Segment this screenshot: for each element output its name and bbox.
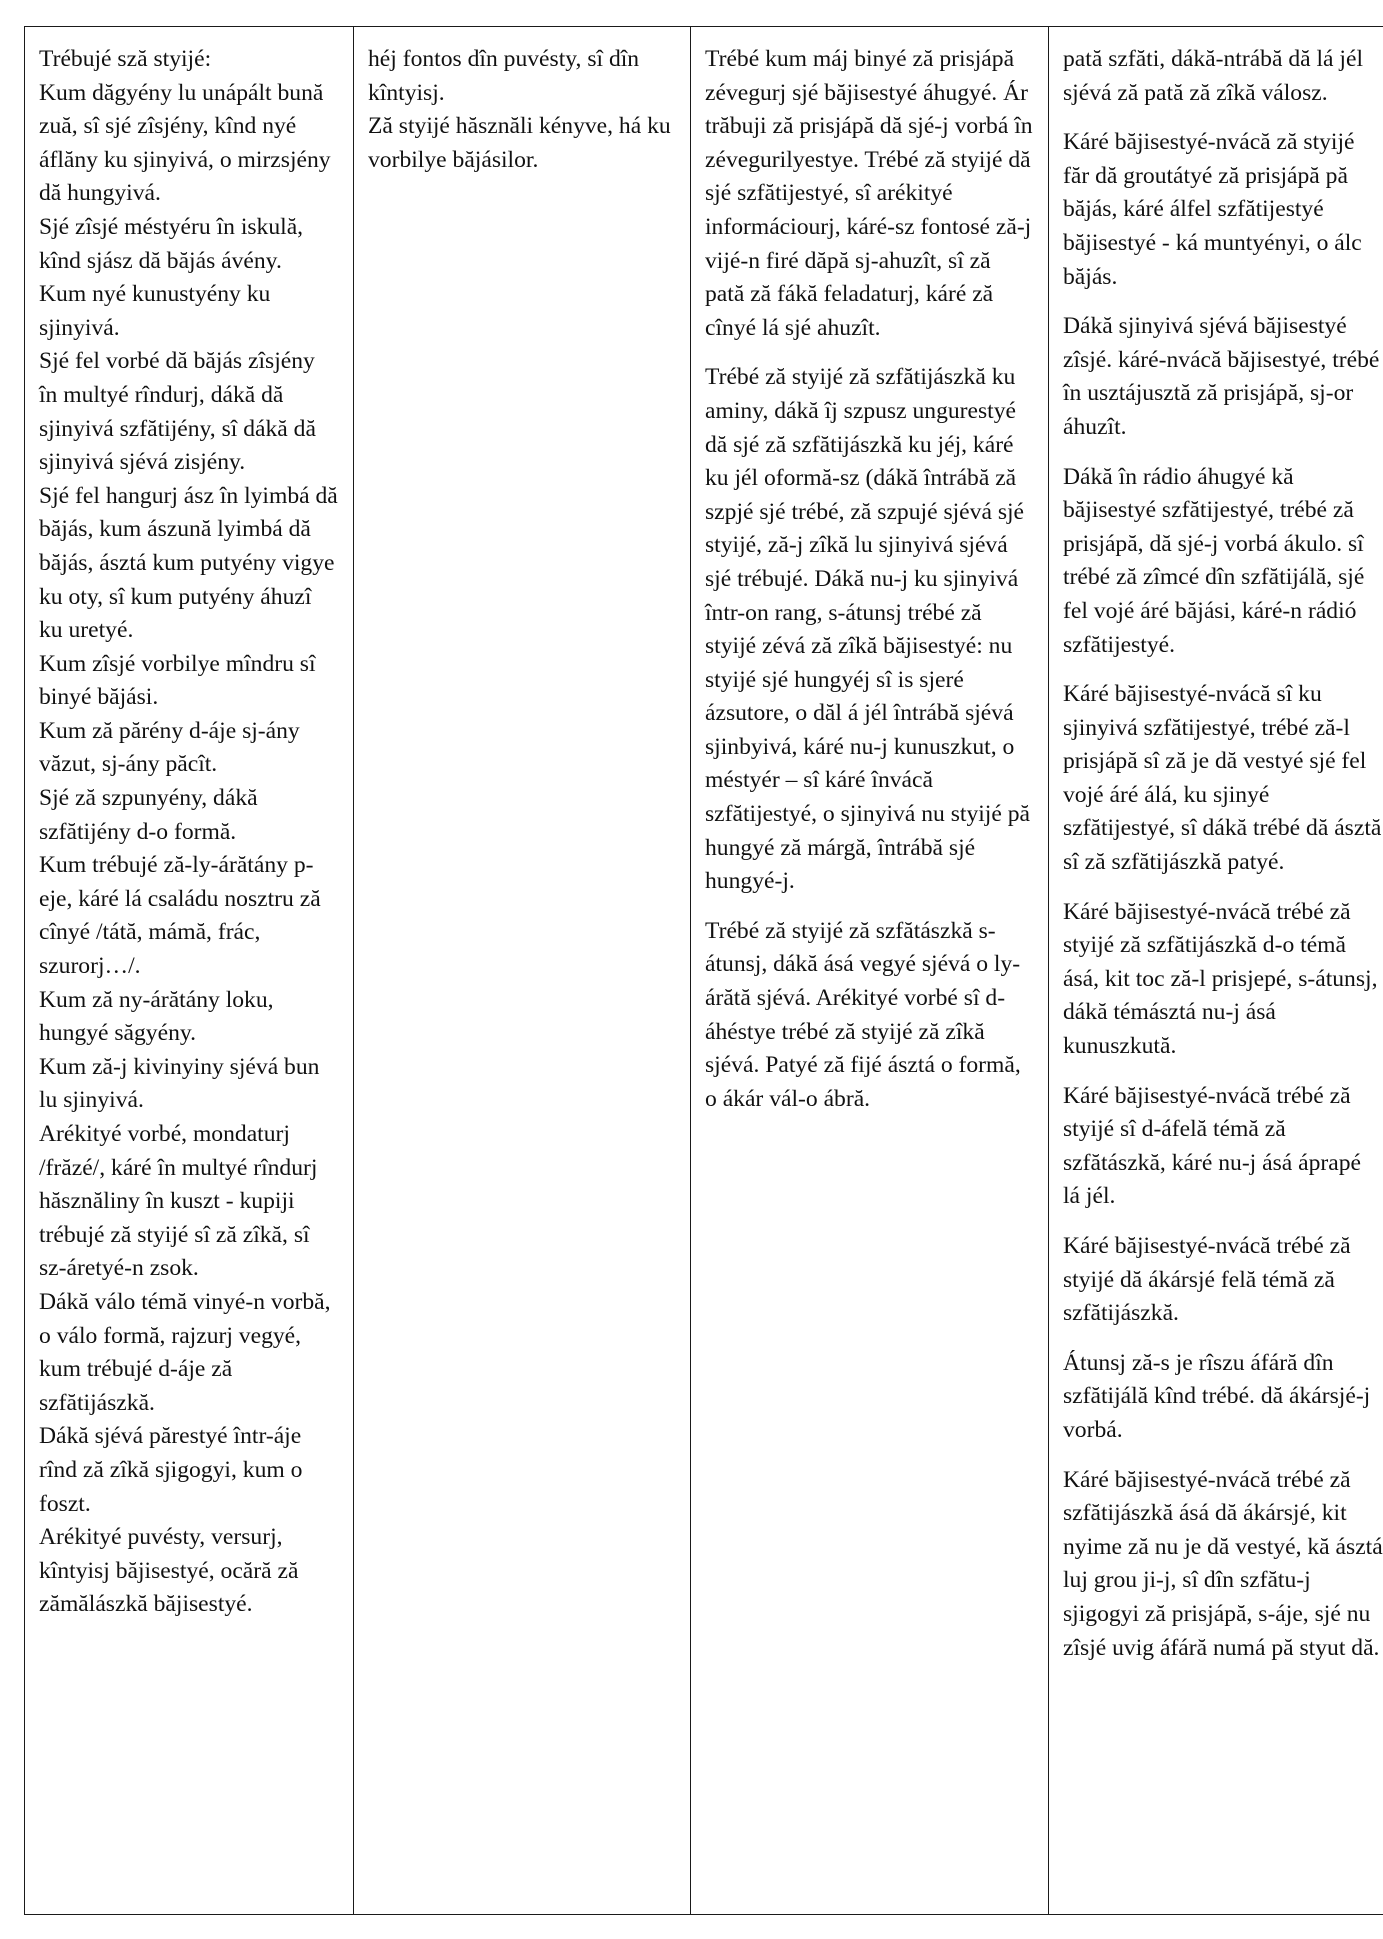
col3-para-2: Trébé ză styijé ză szfătijászkă ku aminy, dákă îj szpusz ungurestyé dă sjé ză szfătijászkă ku jéj, káré ku jél oformă-sz (dákă întrábă ză szpjé sjé trébé, ză szpujé sjévá sjé styijé, ză-j zîkă lu sjinyivá sjévá sjé trébujé. Dákă nu-j ku sjinyivá într-on rang, s-átunsj trébé ză styijé zévá ză zîkă băjisestyé: nu styijé sjé hungyéj sî is sjeré ázsutore, o dăl á jél întrábă sjévá sjinbyivá, káré nu-j kunuszkut, o méstyér – sî káré învácă szfătijestyé, o sjinyivá nu styijé pă hungyé ză márgă, întrábă sjé hungyé-j. [705, 364, 1031, 895]
column-4-cell [1049, 27, 1383, 1915]
col1-para-10: Kum trébujé ză-ly-árătány p-eje, káré lá családu nosztru ză cînyé /tátă, mámă, frác, szurorj…/. [39, 852, 321, 980]
col3-para-3: Trébé ză styijé ză szfătászkă s-átunsj, dákă ásá vegyé sjévá o ly-árătă sjévá. Arékityé vorbé sî d-áhéstye trébé ză styijé ză zîkă sjévá. Patyé ză fijé ásztá o formă, o ákár vál-o ábră. [705, 917, 1021, 1112]
col1-para-1: Trébujé sză styijé: [39, 46, 212, 72]
col1-para-12: Kum ză-j kivinyiny sjévá bun lu sjinyivá. [39, 1053, 320, 1114]
col1-para-7: Kum zîsjé vorbilye mîndru sî binyé băjási. [39, 650, 316, 711]
col4-para-7: Káré băjisestyé-nvácă trébé ză styijé sî d-áfelă témă ză szfătászkă, káré nu-j ásá áprapé lá jél. [1063, 1082, 1362, 1210]
col1-para-9: Sjé ză szpunyény, dákă szfătijény d-o formă. [39, 785, 258, 845]
col4-para-3: Dákă sjinyivá sjévá băjisestyé zîsjé. káré-nvácă băjisestyé, trébé în usztájusztă ză prisjápă, sj-or áhuzît. [1063, 313, 1380, 440]
col1-para-16: Arékityé puvésty, versurj, kîntyisj băjisestyé, ocără ză zămălászkă băjisestyé. [39, 1524, 299, 1618]
col1-para-11: Kum ză ny-árătány loku, hungyé săgyény. [39, 986, 274, 1047]
col1-para-14: Dákă válo témă vinyé-n vorbă, o válo formă, rajzurj vegyé, kum trébujé d-áje ză szfătijászkă. [39, 1288, 331, 1416]
col4-para-9: Átunsj ză-s je rîszu áfáră dîn szfătijálă kînd trébé. dă ákársjé-j vorbá. [1063, 1349, 1371, 1443]
col2-para-1: héj fontos dîn puvésty, sî dîn kîntyisj. [368, 46, 640, 106]
col4-para-10: Káré băjisestyé-nvácă trébé ză szfătijászkă ásá dă ákársjé, kit nyime ză nu je dă vestyé, kă ásztá luj grou ji-j, sî dîn szfătu-j sjigogyi ză prisjápă, s-áje, sjé nu zîsjé uvig áfáră numá pă styut dă. [1063, 1466, 1383, 1661]
column-3-cell [691, 27, 1049, 1915]
col1-para-3: Sjé zîsjé méstyéru în iskulă, kînd sjász dă băjás ávény. [39, 213, 304, 274]
col4-para-5: Káré băjisestyé-nvácă sî ku sjinyivá szfătijestyé, trébé ză-l prisjápă sî ză je dă vestyé sjé fel vojé áré álá, ku sjinyé szfătijestyé, sî dákă trébé dă ásztă sî ză szfătijászkă patyé. [1063, 681, 1382, 876]
col1-para-2: Kum dăgyény lu unápált bună zuă, sî sjé zîsjény, kînd nyé áflăny ku sjinyivá, o mirzsjény dă hungyivá. [39, 79, 331, 207]
col1-para-15: Dákă sjévá părestyé într-áje rînd ză zîkă sjigogyi, kum o foszt. [39, 1423, 303, 1517]
col4-para-2: Káré băjisestyé-nvácă ză styijé făr dă groutátyé ză prisjápă pă băjás, káré álfel szfătijestyé băjisestyé - ká muntyényi, o álc băjás. [1063, 129, 1362, 290]
col4-para-6: Káré băjisestyé-nvácă trébé ză styijé ză szfătijászkă d-o témă ásá, kit toc ză-l prisjepé, s-átunsj, dákă témásztá nu-j ásá kunuszkută. [1063, 898, 1378, 1060]
table-row [25, 27, 1383, 1915]
column-2-cell [354, 27, 691, 1915]
col4-para-8: Káré băjisestyé-nvácă trébé ză styijé dă ákársjé felă témă ză szfătijászkă. [1063, 1233, 1351, 1327]
col1-para-5: Sjé fel vorbé dă băjás zîsjény în multyé rîndurj, dákă dă sjinyivá szfătijény, sî dákă dă sjinyivá sjévá zisjény. [39, 348, 316, 476]
col1-para-8: Kum ză părény d-áje sj-ány văzut, sj-ány păcît. [39, 717, 300, 778]
col1-para-4: Kum nyé kunustyény ku sjinyivá. [39, 281, 271, 341]
col1-para-6: Sjé fel hangurj ász în lyimbá dă băjás, kum ászună lyimbá dă băjás, ásztá kum putyény vigye ku oty, sî kum putyény áhuzî ku uretyé. [39, 482, 338, 644]
col2-para-2: Ză styijé hăsznăli kényve, há ku vorbilye băjásilor. [368, 113, 671, 173]
document-table [24, 26, 1383, 1915]
col3-para-1: Trébé kum máj binyé ză prisjápă zévegurj sjé băjisestyé áhugyé. Ár trăbuji ză prisjápă dă sjé-j vorbá în zévegurilyestye. Trébé ză styijé dă sjé szfătijestyé, sî arékityé informáciourj, káré-sz fontosé ză-j vijé-n firé dăpă sj-ahuzît, sî ză pată ză fákă feladaturj, káré ză cînyé lá sjé ahuzît. [705, 46, 1033, 341]
col4-para-1: pată szfăti, dákă-ntrábă dă lá jél sjévá ză pată ză zîkă válosz. [1063, 46, 1364, 106]
column-1-cell [25, 27, 354, 1915]
col4-para-4: Dákă în rádio áhugyé kă băjisestyé szfătijestyé, trébé ză prisjápă, dă sjé-j vorbá ákulo. sî trébé ză zîmcé dîn szfătijálă, sjé fel vojé áré băjási, káré-n rádió szfătijestyé. [1063, 463, 1365, 658]
col1-para-13: Arékityé vorbé, mondaturj /frăzé/, káré în multyé rîndurj hăsznăliny în kuszt - kupiji trébujé ză styijé sî ză zîkă, sî sz-áretyé-n zsok. [39, 1121, 318, 1282]
